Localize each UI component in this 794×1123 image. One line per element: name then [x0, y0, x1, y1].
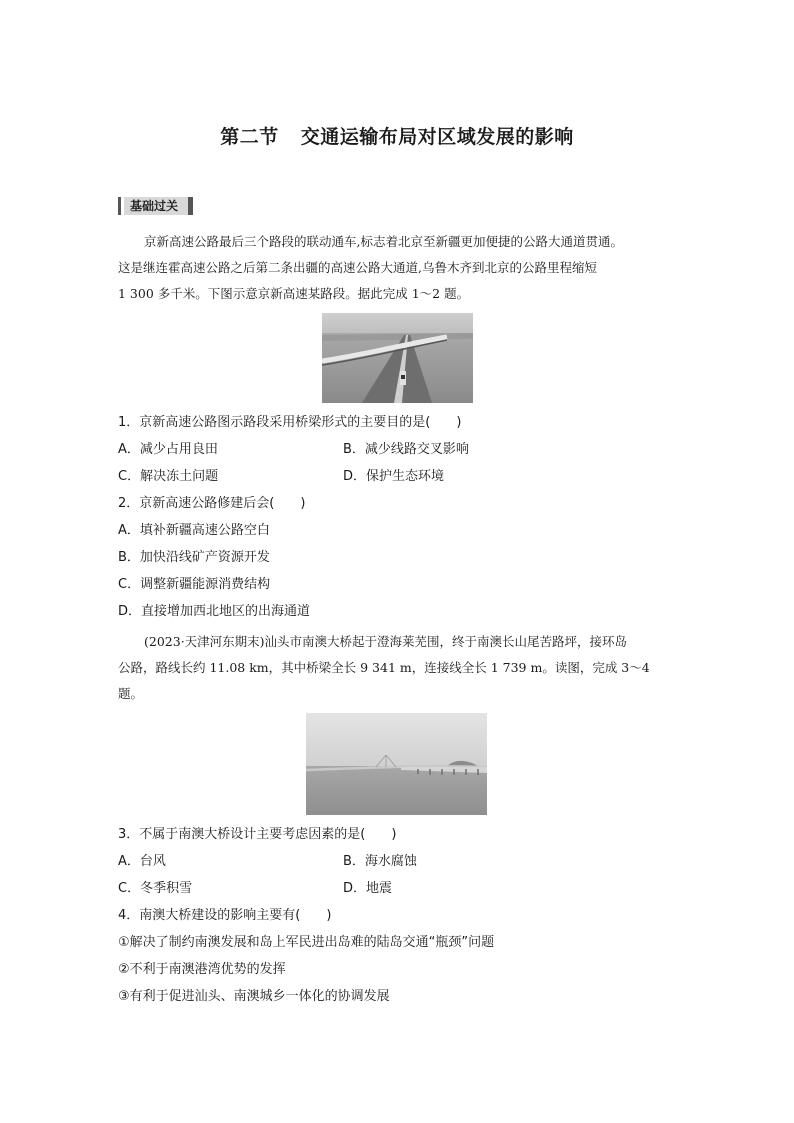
question-3-option-d: D．地震: [343, 881, 393, 896]
passage-1: [118, 229, 678, 307]
question-2-stem: 2．京新高速公路修建后会( ): [118, 496, 306, 511]
passage-2-line: (2023·天津河东期末)汕头市南澳大桥起于澄海莱芜围，终于南澳长山尾苦路坪，接环岛: [144, 634, 628, 649]
question-1-option-c: C．解决冻土问题: [118, 469, 219, 484]
question-2-option-c: C．调整新疆能源消费结构: [118, 577, 271, 592]
title-section-number: 第二节: [220, 126, 279, 148]
passage-1-line: 京新高速公路最后三个路段的联动通车,标志着北京至新疆更加便捷的公路大通道贯通。: [144, 234, 623, 249]
question-4-item-2: ②不利于南澳港湾优势的发挥: [118, 962, 286, 977]
highway-photo: [322, 313, 473, 403]
question-1-option-b: B．减少线路交叉影响: [343, 442, 469, 457]
question-2-option-b: B．加快沿线矿产资源开发: [118, 550, 270, 565]
title-section-name: 交通运输布局对区域发展的影响: [300, 126, 574, 148]
passage-2-line: 题。: [118, 686, 144, 701]
question-1-option-d: D．保护生态环境: [343, 469, 445, 484]
passage-2-line: 公路，路线长约 11.08 km，其中桥梁全长 9 341 m，连接线全长 1 739 m。读图，完成 3～4: [118, 660, 650, 675]
question-3-option-c: C．冬季积雪: [118, 881, 193, 896]
question-2-option-a: A．填补新疆高速公路空白: [118, 523, 270, 538]
section-label-text: 基础过关: [124, 197, 193, 215]
section-label: [118, 197, 193, 215]
page-title: [0, 122, 794, 149]
question-1-option-a: A．减少占用良田: [118, 442, 218, 457]
passage-2: [118, 629, 678, 707]
question-3-option-a: A．台风: [118, 854, 166, 869]
question-2-option-d: D．直接增加西北地区的出海通道: [118, 604, 311, 619]
passage-1-line: 这是继连霍高速公路之后第二条出疆的高速公路大通道,乌鲁木齐到北京的公路里程缩短: [118, 260, 597, 275]
passage-1-line: 1 300 多千米。下图示意京新高速某路段。据此完成 1～2 题。: [118, 286, 470, 301]
question-3-option-b: B．海水腐蚀: [343, 854, 417, 869]
bridge-photo: [306, 713, 487, 815]
question-4-item-1: ①解决了制约南澳发展和岛上军民进出岛难的陆岛交通“瓶颈”问题: [118, 935, 495, 950]
question-4-item-3: ③有利于促进汕头、南澳城乡一体化的协调发展: [118, 989, 390, 1004]
question-4-stem: 4．南澳大桥建设的影响主要有( ): [118, 908, 332, 923]
question-3-stem: 3．不属于南澳大桥设计主要考虑因素的是( ): [118, 827, 397, 842]
question-1-stem: 1．京新高速公路图示路段采用桥梁形式的主要目的是( ): [118, 415, 462, 430]
